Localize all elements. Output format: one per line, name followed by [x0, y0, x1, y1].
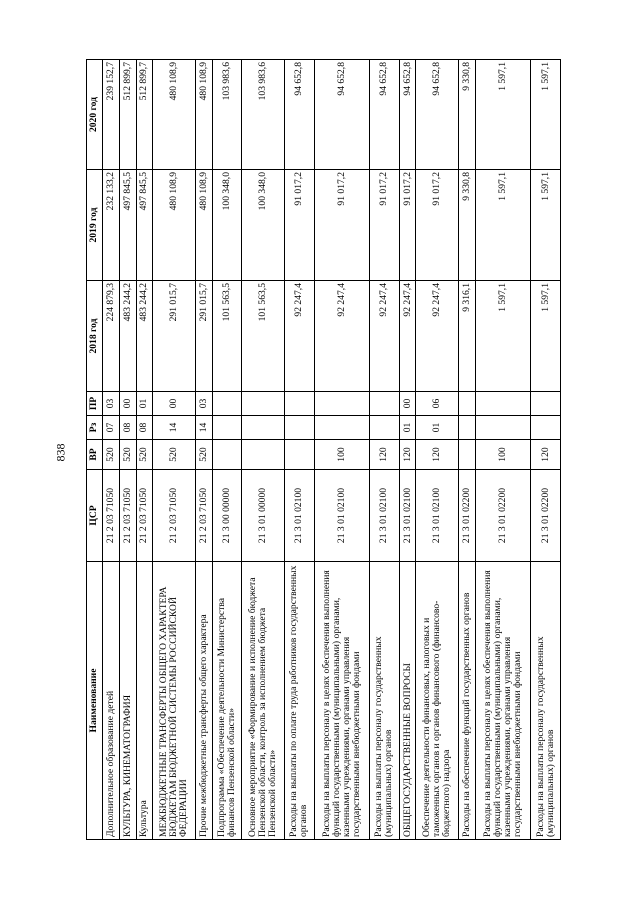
row-2020: 94 652,8: [416, 60, 459, 170]
row-csr: 21 2 03 71050: [119, 470, 136, 562]
row-csr: 21 2 03 71050: [103, 470, 120, 562]
row-2019: 497 845,5: [136, 170, 153, 281]
row-name: Дополнительное образование детей: [103, 562, 120, 840]
row-csr: 21 3 01 02200: [531, 470, 561, 562]
row-rz: [458, 416, 475, 440]
row-pr: [212, 392, 242, 416]
row-csr: 21 3 01 02200: [475, 470, 530, 562]
row-2019: 91 017,2: [284, 170, 314, 281]
row-csr: 21 3 01 02100: [314, 470, 369, 562]
row-pr: 03: [195, 392, 212, 416]
row-2020: 103 983,6: [212, 60, 242, 170]
row-2019: 497 845,5: [119, 170, 136, 281]
row-2019: 91 017,2: [416, 170, 459, 281]
row-2020: 480 108,9: [153, 60, 196, 170]
row-pr: 01: [136, 392, 153, 416]
row-pr: 03: [103, 392, 120, 416]
table-row: [119, 60, 136, 840]
row-rz: [531, 416, 561, 440]
table-row: [475, 60, 530, 840]
row-pr: [531, 392, 561, 416]
table-row: [458, 60, 475, 840]
row-2020: 94 652,8: [399, 60, 416, 170]
row-2020: 94 652,8: [284, 60, 314, 170]
row-rz: 07: [103, 416, 120, 440]
row-2018: 224 879,3: [103, 281, 120, 392]
row-vr: 100: [475, 440, 530, 470]
table-row: [531, 60, 561, 840]
rotated-content: [86, 60, 561, 840]
header-pr: ПР: [87, 392, 103, 416]
row-2020: 94 652,8: [314, 60, 369, 170]
table-row: [369, 60, 399, 840]
row-2019: 100 348,0: [242, 170, 285, 281]
row-vr: 120: [416, 440, 459, 470]
row-vr: [458, 440, 475, 470]
row-rz: 14: [195, 416, 212, 440]
table-row: [195, 60, 212, 840]
row-rz: 01: [399, 416, 416, 440]
table-body: [103, 60, 561, 840]
row-2019: 91 017,2: [369, 170, 399, 281]
table-row: [212, 60, 242, 840]
row-pr: 00: [153, 392, 196, 416]
row-pr: 00: [399, 392, 416, 416]
row-csr: 21 3 01 02100: [416, 470, 459, 562]
row-name: Расходы на выплаты по оплате труда работников государственных органов: [284, 562, 314, 840]
row-name: Культура: [136, 562, 153, 840]
row-vr: 100: [314, 440, 369, 470]
row-vr: 120: [369, 440, 399, 470]
row-rz: 14: [153, 416, 196, 440]
row-vr: 520: [103, 440, 120, 470]
row-csr: 21 3 01 00000: [242, 470, 285, 562]
row-pr: [369, 392, 399, 416]
header-vr: ВР: [87, 440, 103, 470]
table-row: [136, 60, 153, 840]
row-name: Расходы на выплаты персоналу государственных (муниципальных) органов: [369, 562, 399, 840]
row-2020: 512 899,7: [119, 60, 136, 170]
budget-table: [86, 59, 561, 840]
row-2018: 291 015,7: [153, 281, 196, 392]
row-rz: [284, 416, 314, 440]
row-vr: 520: [136, 440, 153, 470]
row-2018: 92 247,4: [369, 281, 399, 392]
row-pr: [475, 392, 530, 416]
row-rz: 01: [416, 416, 459, 440]
header-2019: 2019 год: [87, 170, 103, 281]
row-name: Основное мероприятие «Формирование и исполнение бюджета Пензенской области, контроль за исполнением бюджета Пензенской области»: [242, 562, 285, 840]
row-csr: 21 2 03 71050: [136, 470, 153, 562]
row-2020: 239 152,7: [103, 60, 120, 170]
row-name: КУЛЬТУРА, КИНЕМАТОГРАФИЯ: [119, 562, 136, 840]
row-name: МЕЖБЮДЖЕТНЫЕ ТРАНСФЕРТЫ ОБЩЕГО ХАРАКТЕРА БЮДЖЕТАМ БЮДЖЕТНОЙ СИСТЕМЫ РОССИЙСКОЙ ФЕДЕРАЦИИ: [153, 562, 196, 840]
row-pr: [314, 392, 369, 416]
row-vr: 120: [399, 440, 416, 470]
row-2019: 1 597,1: [475, 170, 530, 281]
row-name: Прочие межбюджетные трансферты общего характера: [195, 562, 212, 840]
row-vr: 520: [119, 440, 136, 470]
row-rz: [242, 416, 285, 440]
table-row: [153, 60, 196, 840]
row-rz: 08: [136, 416, 153, 440]
row-vr: [284, 440, 314, 470]
row-2020: 9 330,8: [458, 60, 475, 170]
row-vr: [242, 440, 285, 470]
table-row: [242, 60, 285, 840]
row-2020: 1 597,1: [531, 60, 561, 170]
row-2020: 103 983,6: [242, 60, 285, 170]
row-vr: [212, 440, 242, 470]
header-csr: ЦСР: [87, 470, 103, 562]
row-2019: 91 017,2: [314, 170, 369, 281]
row-2020: 1 597,1: [475, 60, 530, 170]
row-2018: 1 597,1: [531, 281, 561, 392]
row-csr: 21 3 01 02200: [458, 470, 475, 562]
row-name: Расходы на выплаты персоналу в целях обеспечения выполнения функций государственными (муниципальными) органами, казенными учреждениями, органами управления государственными внебюджетными фондами: [475, 562, 530, 840]
row-2019: 232 133,2: [103, 170, 120, 281]
row-2020: 512 899,7: [136, 60, 153, 170]
row-2018: 101 563,5: [212, 281, 242, 392]
row-2018: 1 597,1: [475, 281, 530, 392]
row-2018: 92 247,4: [416, 281, 459, 392]
row-2019: 100 348,0: [212, 170, 242, 281]
row-vr: 520: [195, 440, 212, 470]
row-2019: 480 108,9: [153, 170, 196, 281]
row-2018: 483 244,2: [136, 281, 153, 392]
row-csr: 21 3 01 02100: [399, 470, 416, 562]
row-name: Расходы на выплаты персоналу в целях обеспечения выполнения функций государственными (муниципальными) органами, казенными учреждениями, органами управления государственными внебюджетными фондами: [314, 562, 369, 840]
rotated-table-container: [86, 60, 561, 840]
row-rz: [314, 416, 369, 440]
row-csr: 21 3 01 02100: [284, 470, 314, 562]
row-name: Обеспечение деятельности финансовых, налоговых и таможенных органов и органов финансового (финансово-бюджетного) надзора: [416, 562, 459, 840]
header-2020: 2020 год: [87, 60, 103, 170]
row-csr: 21 3 00 00000: [212, 470, 242, 562]
row-csr: 21 2 03 71050: [195, 470, 212, 562]
row-2018: 291 015,7: [195, 281, 212, 392]
table-row: [103, 60, 120, 840]
row-2018: 92 247,4: [284, 281, 314, 392]
row-2018: 92 247,4: [314, 281, 369, 392]
row-rz: [369, 416, 399, 440]
table-row: [416, 60, 459, 840]
row-name: Расходы на обеспечение функций государственных органов: [458, 562, 475, 840]
row-2020: 94 652,8: [369, 60, 399, 170]
row-2018: 92 247,4: [399, 281, 416, 392]
row-2019: 1 597,1: [531, 170, 561, 281]
row-rz: [475, 416, 530, 440]
row-pr: [284, 392, 314, 416]
page-number: 838: [53, 443, 68, 462]
table-row: [284, 60, 314, 840]
row-2018: 483 244,2: [119, 281, 136, 392]
header-2018: 2018 год: [87, 281, 103, 392]
row-name: Подпрограмма «Обеспечение деятельности Министерства финансов Пензенской области»: [212, 562, 242, 840]
row-vr: 520: [153, 440, 196, 470]
row-pr: [458, 392, 475, 416]
row-2019: 480 108,9: [195, 170, 212, 281]
row-2018: 9 316,1: [458, 281, 475, 392]
row-name: ОБЩЕГОСУДАРСТВЕННЫЕ ВОПРОСЫ: [399, 562, 416, 840]
row-2019: 9 330,8: [458, 170, 475, 281]
row-csr: 21 2 03 71050: [153, 470, 196, 562]
header-row: [87, 60, 103, 840]
table-row: [314, 60, 369, 840]
header-rz: Рз: [87, 416, 103, 440]
row-pr: 00: [119, 392, 136, 416]
table-row: [399, 60, 416, 840]
row-rz: [212, 416, 242, 440]
row-csr: 21 3 01 02100: [369, 470, 399, 562]
row-2020: 480 108,9: [195, 60, 212, 170]
row-2018: 101 563,5: [242, 281, 285, 392]
row-2019: 91 017,2: [399, 170, 416, 281]
row-name: Расходы на выплаты персоналу государственных (муниципальных) органов: [531, 562, 561, 840]
row-pr: [242, 392, 285, 416]
row-vr: 120: [531, 440, 561, 470]
header-name: Наименование: [87, 562, 103, 840]
row-pr: 06: [416, 392, 459, 416]
row-rz: 08: [119, 416, 136, 440]
